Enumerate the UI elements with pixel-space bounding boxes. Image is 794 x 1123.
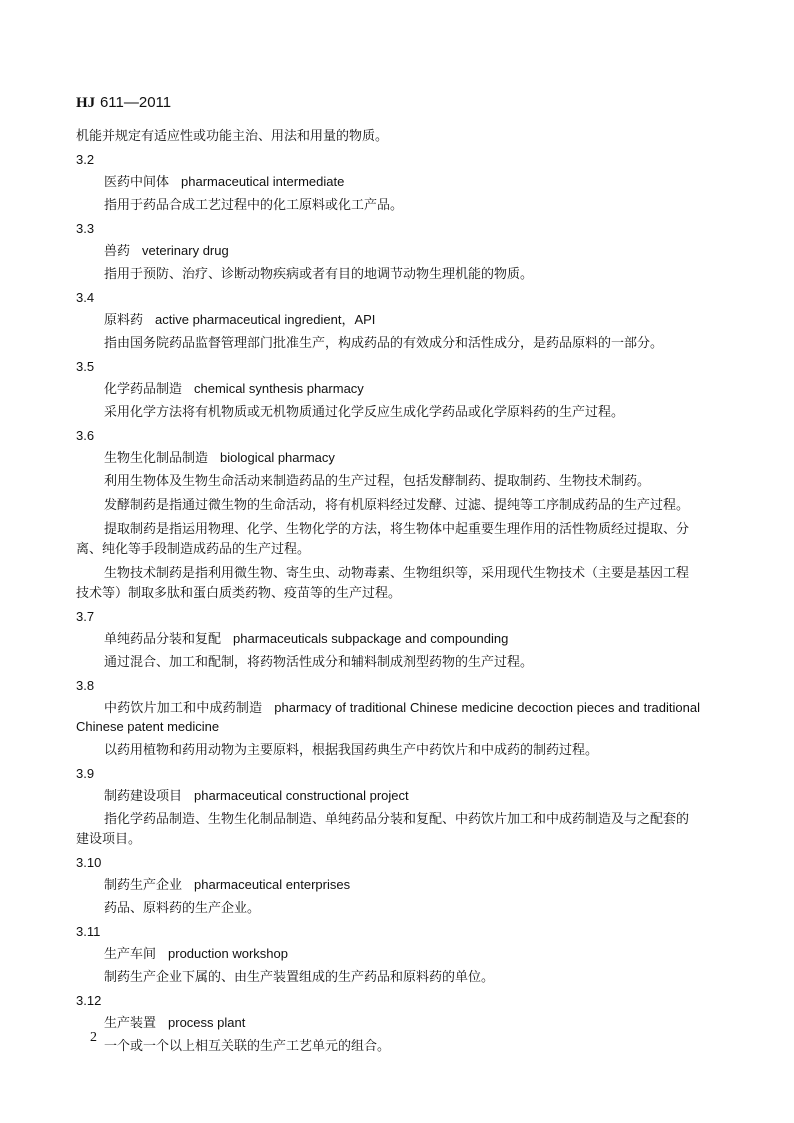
term-chinese: 化学药品制造 [104,382,183,397]
term-chinese: 生产装置 [104,1016,157,1031]
section-number: 3.5 [76,359,95,374]
term-english: production workshop [168,946,288,961]
term-heading [76,173,700,192]
definition-text: 提取制药是指运用物理、化学、生物化学的方法，将生物体中起重要生理作用的活性物质经过提取、分离、纯化等手段制造成药品的生产过程。 [76,522,690,557]
term-english: pharmaceutical constructional project [194,788,409,803]
term-chinese: 兽药 [104,244,131,259]
term-english: pharmaceuticals subpackage and compounding [233,631,509,646]
definition-text: 发酵制药是指通过微生物的生命活动，将有机原料经过发酵、过滤、提纯等工序制成药品的生产过程。 [104,498,690,513]
definition-text: 生物技术制药是指利用微生物、寄生虫、动物毒素、生物组织等，采用现代生物技术（主要是基因工程技术等）制取多肽和蛋白质类药物、疫苗等的生产过程。 [76,566,690,601]
term-chinese: 单纯药品分装和复配 [104,632,222,647]
term-english: chemical synthesis pharmacy [194,381,364,396]
term-heading [76,630,700,649]
term-heading [76,699,700,737]
document-page [76,92,700,1061]
definition-text: 制药生产企业下属的、由生产装置组成的生产药品和原料药的单位。 [104,970,495,985]
term-chinese: 生产车间 [104,947,157,962]
term-heading [76,876,700,895]
term-chinese: 制药建设项目 [104,789,183,804]
section-number: 3.7 [76,609,95,624]
definition-text: 指用于预防、治疗、诊断动物疾病或者有目的地调节动物生理机能的物质。 [104,267,534,282]
definition-text: 采用化学方法将有机物质或无机物质通过化学反应生成化学药品或化学原料药的生产过程。 [104,405,625,420]
document-header [76,92,700,113]
term-chinese: 制药生产企业 [104,878,183,893]
term-heading [76,945,700,964]
definition-text: 指由国务院药品监督管理部门批准生产，构成药品的有效成分和活性成分，是药品原料的一部分。 [104,336,664,351]
term-heading [76,449,700,468]
term-english: pharmaceutical enterprises [194,877,351,892]
term-chinese: 生物生化制品制造 [104,451,209,466]
definition-text: 一个或一个以上相互关联的生产工艺单元的组合。 [104,1039,391,1054]
definition-text: 以药用植物和药用动物为主要原料，根据我国药典生产中药饮片和中成药的制药过程。 [104,743,599,758]
standard-code: HJ [76,95,96,111]
term-heading [76,242,700,261]
intro-line: 机能并规定有适应性或功能主治、用法和用量的物质。 [76,129,389,144]
section-number: 3.8 [76,678,95,693]
term-english: veterinary drug [142,243,229,258]
term-english: process plant [168,1015,246,1030]
term-english: pharmaceutical intermediate [181,174,345,189]
term-chinese: 中药饮片加工和中成药制造 [104,701,263,716]
section-number: 3.11 [76,924,101,939]
section-number: 3.10 [76,855,102,870]
section-number: 3.12 [76,993,102,1008]
term-heading [76,311,700,330]
term-heading [76,380,700,399]
term-heading [76,787,700,806]
definition-text: 药品、原料药的生产企业。 [104,901,261,916]
definition-text: 利用生物体及生物生命活动来制造药品的生产过程，包括发酵制药、提取制药、生物技术制药。 [104,474,651,489]
section-number: 3.9 [76,766,95,781]
definition-text: 指化学药品制造、生物生化制品制造、单纯药品分装和复配、中药饮片加工和中成药制造及与之配套的建设项目。 [76,812,690,847]
definition-text: 指用于药品合成工艺过程中的化工原料或化工产品。 [104,198,404,213]
section-number: 3.3 [76,221,95,236]
definitions-list [76,151,700,1057]
standard-number: 611—2011 [99,94,172,111]
term-chinese: 医药中间体 [104,175,170,190]
term-english: pharmacy of traditional Chinese medicine decoction pieces and traditional Chinese patent medicine [76,700,700,734]
term-english: biological pharmacy [220,450,335,465]
section-number: 3.2 [76,152,95,167]
term-english: active pharmaceutical ingredient，API [155,312,376,327]
section-number: 3.6 [76,428,95,443]
definition-text: 通过混合、加工和配制，将药物活性成分和辅料制成剂型药物的生产过程。 [104,655,534,670]
section-number: 3.4 [76,290,95,305]
term-heading [76,1014,700,1033]
page-number: 2 [90,1030,97,1045]
term-chinese: 原料药 [104,313,144,328]
